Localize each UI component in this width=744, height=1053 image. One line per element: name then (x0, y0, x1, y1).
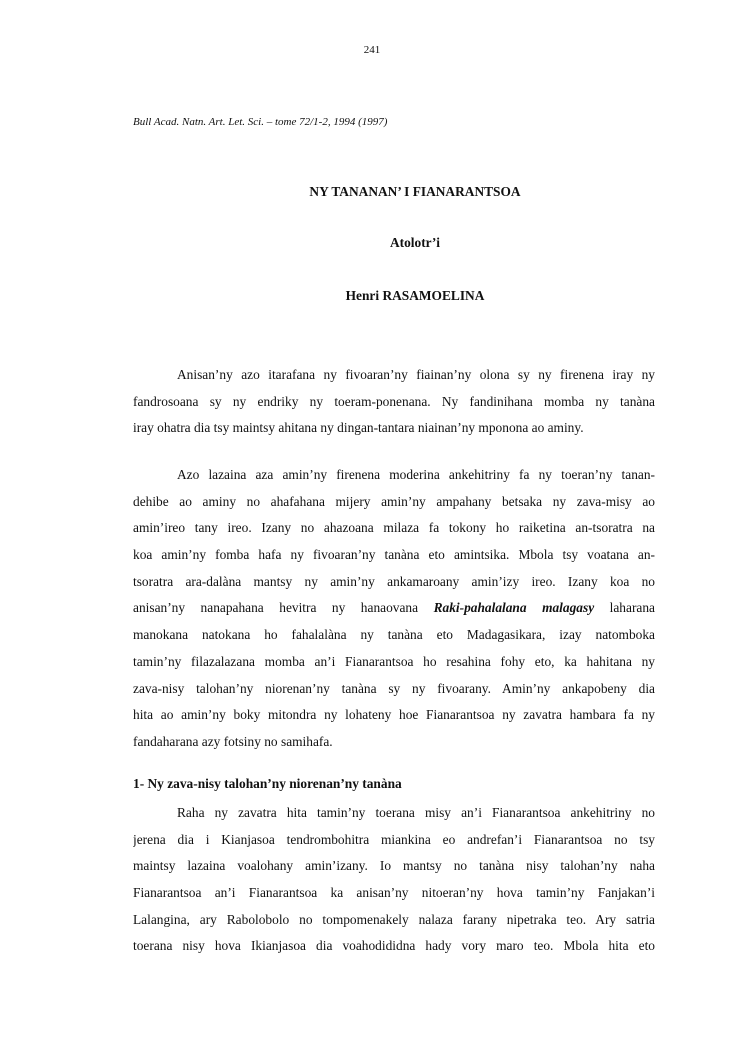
paragraph-line: fandrosoana sy ny endriky ny toeram-ponenana. Ny fandinihana momba ny tanàna (133, 393, 655, 409)
paragraph-line: Fianarantsoa an’i Fianarantsoa ka anisan’ny nitoeran’ny hova tamin’ny Fanjakan’i (133, 885, 655, 901)
paragraph-line: manokana natokana ho fahalalàna ny tanàna eto Madagasikara, izay natomboka (133, 627, 655, 643)
paragraph-line: fandaharana azy fotsiny no samihafa. (133, 733, 333, 749)
paragraph-line: Raha ny zavatra hita tamin’ny toerana misy an’i Fianarantsoa ankehitriny no (177, 805, 655, 820)
paragraph-line: toerana nisy hova Ikianjasoa dia voahodididna hady vory maro teo. Mbola hita eto (133, 938, 655, 954)
paragraph-line: koa amin’ny fomba hafa ny fivoaran’ny tanàna eto amintsika. Mbola tsy voatana an- (133, 547, 655, 563)
article-subtitle: Atolotr’i (389, 235, 441, 250)
paragraph-line: Anisan’ny azo itarafana ny fivoaran’ny fiainan’ny olona sy ny firenena iray ny (177, 367, 655, 382)
article-title: NY TANANAN’ I FIANARANTSOA (309, 184, 521, 199)
paragraph-line: jerena dia i Kianjasoa tendrombohitra miankina eo andrefan’i Fianarantsoa no tsy (133, 831, 655, 847)
section-heading: 1- Ny zava-nisy talohan’ny niorenan’ny tanàna (133, 776, 402, 791)
paragraph-2 (133, 462, 655, 756)
paragraph-line: Azo lazaina aza amin’ny firenena moderina ankehitriny fa ny toeran’ny tanan- (177, 467, 655, 482)
paragraph-line: maintsy lazaina voalohany amin’izany. Io mantsy no tanàna nisy talohan’ny naha (133, 858, 655, 874)
paragraph-line: hita ao amin’ny boky mitondra ny lohateny hoe Fianarantsoa ny zavatra hambara fa ny (133, 707, 655, 723)
paragraph-line: tamin’ny filazalazana momba an’i Fianarantsoa ho resahina fohy eto, ka hahitana ny (133, 653, 655, 669)
line-text-after: laharana (594, 600, 655, 616)
page-number: 241 (363, 44, 381, 56)
journal-citation: Bull Acad. Natn. Art. Let. Sci. – tome 72/1-2, 1994 (1997) (133, 116, 388, 128)
paragraph-line-emphasis (133, 595, 655, 622)
paragraph-line: amin’ireo tany ireo. Izany no ahazoana milaza fa tokony ho raiketina an-tsoratra na (133, 520, 655, 536)
paragraph-line: zava-nisy talohan’ny niorenan’ny tanàna sy ny fivoarany. Amin’ny ankapobeny dia (133, 680, 655, 696)
paragraph-line: dehibe ao aminy no ahafahana mijery amin’ny ampahany betsaka ny zava-misy ao (133, 493, 655, 509)
paragraph-1 (133, 362, 655, 442)
article-author: Henri RASAMOELINA (345, 288, 485, 303)
emphasized-title: Raki-pahalalana malagasy (433, 600, 595, 616)
paragraph-3 (133, 800, 655, 960)
line-text-before: anisan’ny nanapahana hevitra ny hanaovana (133, 600, 434, 616)
paragraph-line: iray ohatra dia tsy maintsy ahitana ny dingan-tantara niainan’ny mponona ao aminy. (133, 420, 584, 436)
paragraph-line: tsoratra ara-dalàna mantsy ny amin’ny ankamaroany amin’izy ireo. Izany koa no (133, 573, 655, 589)
paragraph-line: Lalangina, ary Rabolobolo no tompomenakely nalaza farany nipetraka teo. Ary satria (133, 911, 655, 927)
